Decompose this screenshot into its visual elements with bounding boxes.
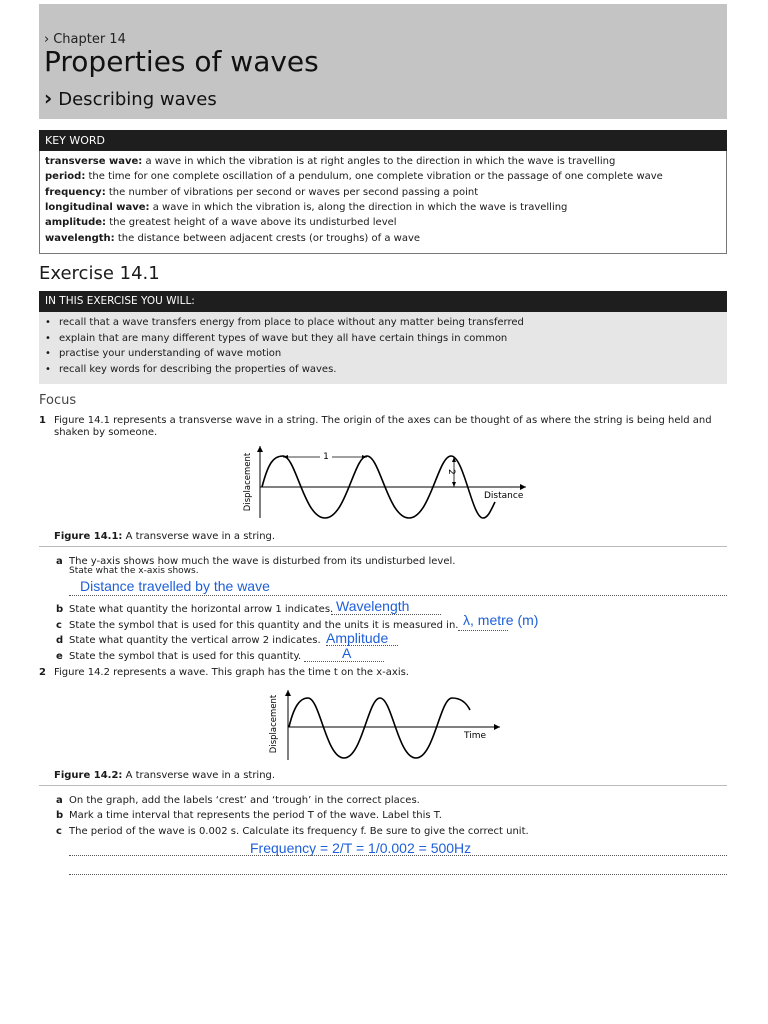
key-word-item: [45, 156, 615, 167]
arrow-2-label: 2: [446, 469, 456, 475]
question-text: State what quantity the horizontal arrow 1 indicates.: [69, 604, 334, 615]
question-text: Figure 14.1 represents a transverse wave in a string. The origin of the axes can be thought of as where the string is being held and: [54, 415, 712, 426]
exercise-title: Exercise 14.1: [39, 263, 160, 284]
part-label: c: [56, 826, 62, 837]
key-word-term: period:: [45, 171, 86, 182]
y-axis-arrowhead: [257, 446, 263, 452]
caption-label: Figure 14.2:: [54, 770, 123, 781]
part-label: d: [56, 635, 64, 646]
question-text: Mark a time interval that represents the period T of the wave. Label this T.: [69, 810, 442, 821]
caption-text: A transverse wave in a string.: [122, 531, 276, 542]
key-word-definition: the number of vibrations per second or waves per second passing a point: [105, 187, 479, 198]
question-text: The period of the wave is 0.002 s. Calculate its frequency f. Be sure to give the correct unit.: [69, 826, 529, 837]
key-word-heading: KEY WORD: [39, 130, 727, 151]
key-word-item: [45, 233, 420, 244]
answer-line: [331, 614, 441, 615]
focus-heading: Focus: [39, 393, 77, 408]
key-word-item: [45, 202, 567, 213]
answer-text: Wavelength: [336, 598, 410, 614]
x-axis-arrowhead: [520, 484, 526, 490]
chevron-right-icon: ›: [44, 32, 50, 47]
caption-text: A transverse wave in a string.: [122, 770, 276, 781]
key-word-definition: a wave in which the vibration is, along the direction in which the wave is travelling: [149, 202, 568, 213]
section-text: Describing waves: [58, 89, 217, 110]
chevron-right-icon: ›: [44, 86, 53, 110]
question-number: 1: [39, 415, 46, 426]
figure-14-1: [236, 444, 536, 520]
section-title: [44, 86, 217, 110]
key-word-item: [45, 171, 663, 182]
x-axis-label: Time: [464, 731, 487, 741]
x-axis-label: Distance: [484, 491, 524, 501]
divider: [39, 785, 727, 786]
question-text: State the symbol that is used for this quantity.: [69, 651, 302, 662]
goal-text: recall that a wave transfers energy from place to place without any matter being transferred: [59, 317, 524, 328]
question-text: Figure 14.2 represents a wave. This graph has the time t on the x-axis.: [54, 667, 409, 678]
caption-label: Figure 14.1:: [54, 531, 123, 542]
y-axis-label: Displacement: [243, 452, 253, 512]
figure-caption: [54, 770, 275, 781]
exercise-goal-item: [45, 348, 281, 359]
key-word-definition: the time for one complete oscillation of a pendulum, one complete vibration or the passage of one complete wave: [85, 171, 663, 182]
answer-line: [69, 595, 727, 596]
answer-text: λ, metre (m): [463, 612, 539, 628]
question-text: State what quantity the vertical arrow 2 indicates.: [69, 635, 321, 646]
part-label: e: [56, 651, 63, 662]
page-title: Properties of waves: [44, 45, 319, 78]
question-text: On the graph, add the labels ‘crest’ and ‘trough’ in the correct places.: [69, 795, 420, 806]
key-word-term: transverse wave:: [45, 156, 143, 167]
part-label: b: [56, 810, 64, 821]
answer-text: A: [342, 645, 352, 661]
question-number: 2: [39, 667, 46, 678]
goal-text: recall key words for describing the properties of waves.: [59, 364, 337, 375]
answer-text: Amplitude: [326, 630, 389, 646]
exercise-goal-item: [45, 364, 336, 375]
figure-caption: [54, 531, 275, 542]
y-axis-arrowhead: [285, 690, 291, 696]
key-word-definition: the greatest height of a wave above its undisturbed level: [106, 217, 397, 228]
question-text: The y-axis shows how much the wave is disturbed from its undisturbed level.: [69, 556, 456, 567]
part-label: b: [56, 604, 64, 615]
part-label: a: [56, 556, 63, 567]
answer-text: Distance travelled by the wave: [80, 578, 270, 594]
arrow-1-label: 1: [323, 452, 329, 462]
x-axis-arrowhead: [494, 724, 500, 730]
divider: [39, 546, 727, 547]
question-text: State what the x-axis shows.: [69, 566, 199, 576]
exercise-goal-item: [45, 317, 524, 328]
key-word-item: [45, 217, 397, 228]
question-text: State the symbol that is used for this quantity and the units it is measured in.: [69, 620, 459, 631]
exercise-goal-item: [45, 333, 507, 344]
bullet-icon: •: [45, 317, 51, 328]
answer-line: [69, 874, 727, 875]
wave-curve: [289, 698, 470, 758]
key-word-term: wavelength:: [45, 233, 115, 244]
bullet-icon: •: [45, 364, 51, 375]
part-label: c: [56, 620, 62, 631]
goal-text: explain that are many different types of wave but they all have certain things in common: [59, 333, 508, 344]
exercise-goals-heading: IN THIS EXERCISE YOU WILL:: [39, 291, 727, 312]
key-word-term: amplitude:: [45, 217, 107, 228]
y-axis-label: Displacement: [269, 694, 279, 754]
figure-14-2: [260, 688, 510, 764]
key-word-term: longitudinal wave:: [45, 202, 150, 213]
arrowhead: [452, 482, 456, 487]
answer-line: [304, 661, 384, 662]
bullet-icon: •: [45, 333, 51, 344]
answer-line: [458, 630, 508, 631]
goal-text: practise your understanding of wave motion: [59, 348, 282, 359]
key-word-definition: the distance between adjacent crests (or troughs) of a wave: [114, 233, 421, 244]
key-word-item: [45, 187, 478, 198]
key-word-definition: a wave in which the vibration is at right angles to the direction in which the wave is travelling: [142, 156, 616, 167]
answer-text: Frequency = 2/T = 1/0.002 = 500Hz: [250, 840, 472, 856]
key-word-term: frequency:: [45, 187, 106, 198]
part-label: a: [56, 795, 63, 806]
bullet-icon: •: [45, 348, 51, 359]
question-text: shaken by someone.: [54, 427, 158, 438]
chapter-text: Chapter 14: [53, 32, 126, 47]
answer-line: [69, 855, 727, 856]
